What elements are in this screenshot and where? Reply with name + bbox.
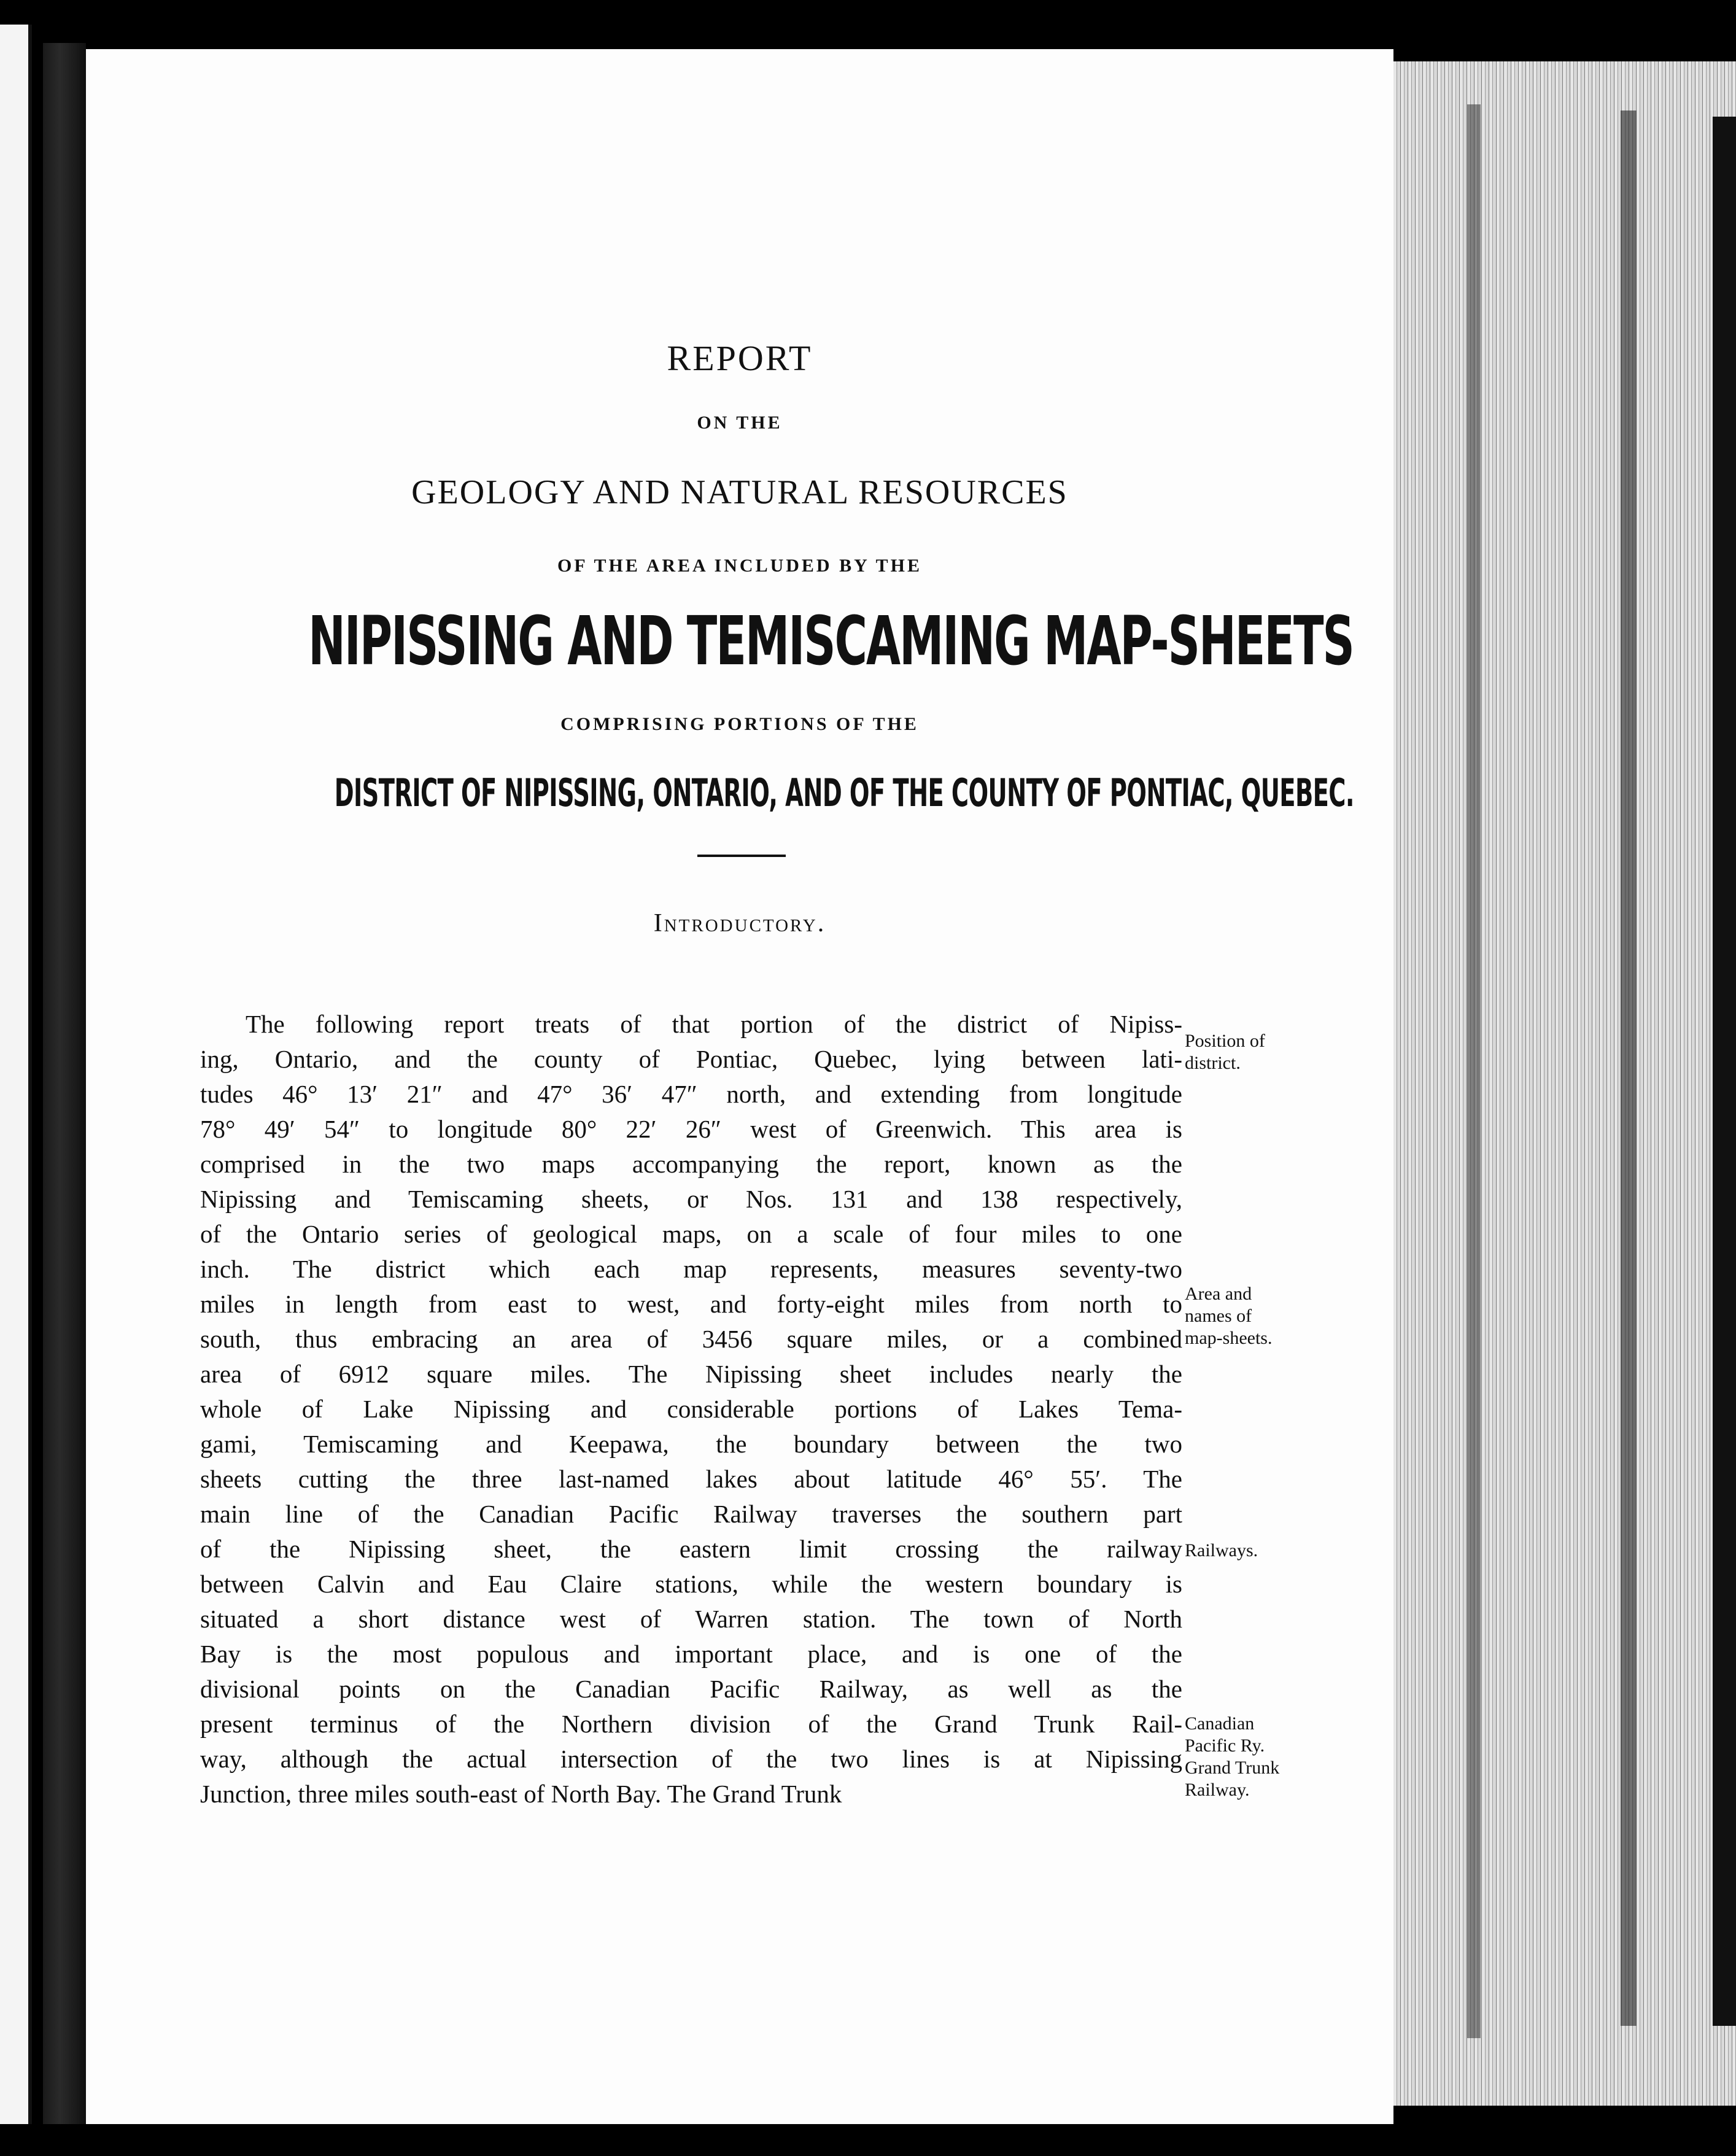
body-line: ing, Ontario, and the county of Pontiac, Quebec, lying between lati- bbox=[200, 1045, 1182, 1073]
title-map-sheets: NIPISSING AND TEMISCAMING MAP-SHEETS bbox=[308, 602, 1354, 680]
title-area-included: OF THE AREA INCLUDED BY THE bbox=[557, 556, 922, 576]
body-line: gami, Temiscaming and Keepawa, the boundary between the two bbox=[200, 1430, 1182, 1458]
body-line: inch. The district which each map represents, measures seventy-two bbox=[200, 1255, 1182, 1283]
body-line: south, thus embracing an area of 3456 square miles, or a combined bbox=[200, 1325, 1182, 1353]
title-comprising: COMPRISING PORTIONS OF THE bbox=[560, 714, 919, 734]
margin-note-position: Position of district. bbox=[1185, 1031, 1265, 1073]
body-line: of the Nipissing sheet, the eastern limit crossing the railway bbox=[200, 1535, 1182, 1563]
body-line: divisional points on the Canadian Pacific Railway, as well as the bbox=[200, 1675, 1182, 1703]
report-page bbox=[86, 49, 1393, 2124]
body-text bbox=[200, 1007, 1182, 1812]
margin-note-canadian-pacific: Canadian Pacific Ry. Grand Trunk Railway. bbox=[1185, 1713, 1280, 1800]
title-report: REPORT bbox=[667, 338, 813, 378]
margin-note-railways: Railways. bbox=[1185, 1540, 1258, 1561]
title-district: DISTRICT OF NIPISSING, ONTARIO, AND OF THE COUNTY OF PONTIAC, QUEBEC. bbox=[334, 770, 1354, 815]
title-geology: GEOLOGY AND NATURAL RESOURCES bbox=[411, 473, 1068, 511]
page-edges-stack bbox=[1393, 61, 1736, 2106]
body-line: of the Ontario series of geological maps, on a scale of four miles to one bbox=[200, 1220, 1182, 1248]
page-edge-shadow bbox=[1713, 117, 1736, 2026]
body-line: Junction, three miles south-east of North Bay. The Grand Trunk bbox=[200, 1780, 842, 1808]
body-line: The following report treats of that portion of the district of Nipiss- bbox=[246, 1010, 1182, 1038]
body-line: main line of the Canadian Pacific Railway traverses the southern part bbox=[200, 1500, 1182, 1528]
page-edge-shadow bbox=[1467, 104, 1481, 2038]
margin-note-area: Area and names of map-sheets. bbox=[1185, 1284, 1273, 1348]
body-line: Bay is the most populous and important place, and is one of the bbox=[200, 1640, 1182, 1668]
previous-page-edge bbox=[0, 25, 32, 2124]
title-divider bbox=[697, 855, 786, 857]
body-line: sheets cutting the three last-named lakes about latitude 46° 55′. The bbox=[200, 1465, 1182, 1493]
section-heading: Introductory. bbox=[653, 909, 826, 937]
body-line: between Calvin and Eau Claire stations, while the western boundary is bbox=[200, 1570, 1182, 1598]
body-line: tudes 46° 13′ 21″ and 47° 36′ 47″ north, and extending from longitude bbox=[200, 1080, 1182, 1108]
body-line: way, although the actual intersection of the two lines is at Nipissing bbox=[200, 1745, 1182, 1773]
page-edge-shadow bbox=[1621, 111, 1637, 2026]
body-line: Nipissing and Temiscaming sheets, or Nos. 131 and 138 respectively, bbox=[200, 1185, 1182, 1213]
body-line: miles in length from east to west, and forty-eight miles from north to bbox=[200, 1290, 1182, 1318]
book-gutter bbox=[43, 43, 86, 2124]
title-on-the: ON THE bbox=[697, 413, 783, 433]
body-line: comprised in the two maps accompanying the report, known as the bbox=[200, 1150, 1182, 1178]
body-line: 78° 49′ 54″ to longitude 80° 22′ 26″ west of Greenwich. This area is bbox=[200, 1115, 1182, 1143]
body-line: whole of Lake Nipissing and considerable portions of Lakes Tema- bbox=[200, 1395, 1182, 1423]
body-line: area of 6912 square miles. The Nipissing sheet includes nearly the bbox=[200, 1360, 1182, 1388]
body-line: present terminus of the Northern division of the Grand Trunk Rail- bbox=[200, 1710, 1182, 1738]
body-line: situated a short distance west of Warren station. The town of North bbox=[200, 1605, 1182, 1633]
